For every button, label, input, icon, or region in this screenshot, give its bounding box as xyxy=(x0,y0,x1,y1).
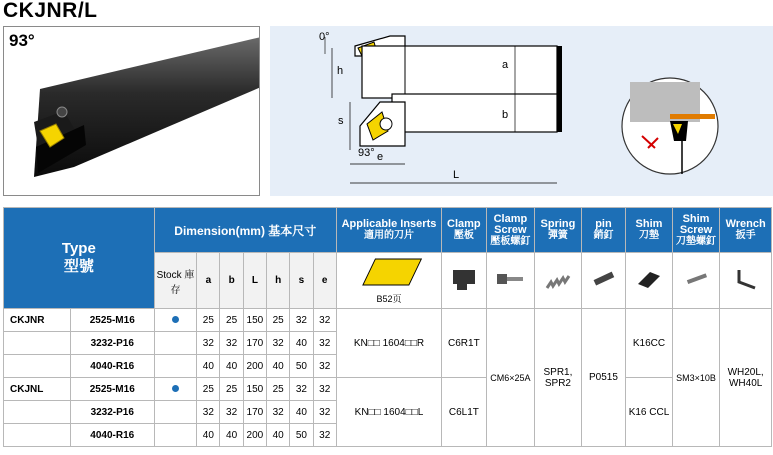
cell-h: 40 xyxy=(267,355,290,378)
cell-l: 200 xyxy=(243,424,266,447)
model-code: 2525-M16 xyxy=(70,309,154,332)
dim-h-label: h xyxy=(337,65,344,77)
clamp-screw-icon xyxy=(486,253,535,309)
col-b: b xyxy=(220,253,243,309)
col-l: L xyxy=(243,253,266,309)
model-code: 3232-P16 xyxy=(70,332,154,355)
cell-b: 32 xyxy=(220,401,243,424)
shim-icon xyxy=(626,253,673,309)
dimension-header: Dimension(mm) 基本尺寸 xyxy=(154,208,336,253)
spring-code: SPR1, SPR2 xyxy=(535,309,582,447)
cell-b: 25 xyxy=(220,309,243,332)
col-s: s xyxy=(290,253,313,309)
stock-indicator xyxy=(154,309,196,332)
clamp-code: C6L1T xyxy=(442,378,487,447)
insert-code: KN□□ 1604□□L xyxy=(336,378,441,447)
stock-indicator xyxy=(154,424,196,447)
cell-s: 32 xyxy=(290,309,313,332)
insert-image-cell xyxy=(336,253,441,309)
model-code: 4040-R16 xyxy=(70,355,154,378)
spec-table xyxy=(3,207,772,447)
col-clamp-screw: Clamp Screw 壓板螺釘 xyxy=(486,208,535,253)
shim-code: K16 CCL xyxy=(626,378,673,447)
col-shim-screw: Shim Screw 刀墊螺釘 xyxy=(672,208,720,253)
col-wrench: Wrench 扳手 xyxy=(720,208,772,253)
col-applicable-inserts: Applicable Inserts 適用的刀片 xyxy=(336,208,441,253)
page-title: CKJNR/L xyxy=(3,0,98,22)
model-code: 3232-P16 xyxy=(70,401,154,424)
cell-e: 32 xyxy=(313,332,336,355)
dim-b-label: b xyxy=(502,109,509,121)
cell-l: 200 xyxy=(243,355,266,378)
cell-l: 150 xyxy=(243,309,266,332)
angle-badge: 93° xyxy=(9,31,35,50)
cell-e: 32 xyxy=(313,401,336,424)
cell-h: 40 xyxy=(267,424,290,447)
stock-dot xyxy=(172,316,179,323)
cell-e: 32 xyxy=(313,355,336,378)
clamp-icon xyxy=(442,253,487,309)
stock-indicator xyxy=(154,378,196,401)
stock-indicator xyxy=(154,401,196,424)
type-header: Type 型號 xyxy=(4,208,155,309)
shim-screw-icon xyxy=(672,253,720,309)
cell-s: 40 xyxy=(290,332,313,355)
cell-a: 40 xyxy=(197,424,220,447)
cell-s: 40 xyxy=(290,401,313,424)
cell-l: 170 xyxy=(243,332,266,355)
cell-s: 32 xyxy=(290,378,313,401)
cell-l: 150 xyxy=(243,378,266,401)
clamp-code: C6R1T xyxy=(442,309,487,378)
pin-code: P0515 xyxy=(581,309,626,447)
insert-icon xyxy=(354,257,424,289)
toolholder-photo xyxy=(4,27,260,196)
col-h: h xyxy=(267,253,290,309)
cell-s: 50 xyxy=(290,424,313,447)
col-shim: Shim 刀墊 xyxy=(626,208,673,253)
cell-h: 25 xyxy=(267,309,290,332)
family-name: CKJNL xyxy=(4,378,71,401)
cell-b: 40 xyxy=(220,424,243,447)
spring-icon xyxy=(535,253,582,309)
stock-indicator xyxy=(154,332,196,355)
cell-h: 32 xyxy=(267,401,290,424)
cell-e: 32 xyxy=(313,309,336,332)
col-stock: Stock 庫存 xyxy=(154,253,196,309)
stock-indicator xyxy=(154,355,196,378)
clamp-screw-code: CM6×25A xyxy=(486,309,535,447)
cell-a: 25 xyxy=(197,378,220,401)
pin-icon xyxy=(581,253,626,309)
cell-h: 25 xyxy=(267,378,290,401)
model-code: 4040-R16 xyxy=(70,424,154,447)
technical-drawing xyxy=(270,26,773,196)
angle-93-label: 93° xyxy=(358,147,375,159)
dim-e-label: e xyxy=(377,151,384,163)
cell-b: 40 xyxy=(220,355,243,378)
col-spring: Spring 彈簧 xyxy=(535,208,582,253)
family-name: CKJNR xyxy=(4,309,71,332)
cell-s: 50 xyxy=(290,355,313,378)
insert-caption: B52页 xyxy=(376,293,402,304)
insert-code: KN□□ 1604□□R xyxy=(336,309,441,378)
col-pin: pin 銷釘 xyxy=(581,208,626,253)
cell-a: 25 xyxy=(197,309,220,332)
col-a: a xyxy=(197,253,220,309)
dim-s-label: s xyxy=(338,115,344,127)
cell-e: 32 xyxy=(313,424,336,447)
cell-h: 32 xyxy=(267,332,290,355)
cell-b: 32 xyxy=(220,332,243,355)
wrench-code: WH20L, WH40L xyxy=(720,309,772,447)
cell-e: 32 xyxy=(313,378,336,401)
product-photo xyxy=(3,26,260,196)
dim-l-label: L xyxy=(453,169,460,181)
cell-a: 32 xyxy=(197,401,220,424)
dim-a-label: a xyxy=(502,59,509,71)
cell-a: 40 xyxy=(197,355,220,378)
col-e: e xyxy=(313,253,336,309)
shim-code: K16CC xyxy=(626,309,673,378)
cell-l: 170 xyxy=(243,401,266,424)
cell-a: 32 xyxy=(197,332,220,355)
angle-0-label: 0° xyxy=(319,31,330,43)
stock-dot xyxy=(172,385,179,392)
model-code: 2525-M16 xyxy=(70,378,154,401)
wrench-icon xyxy=(720,253,772,309)
cell-b: 25 xyxy=(220,378,243,401)
col-clamp: Clamp 壓板 xyxy=(442,208,487,253)
shim-screw-code: SM3×10B xyxy=(672,309,720,447)
